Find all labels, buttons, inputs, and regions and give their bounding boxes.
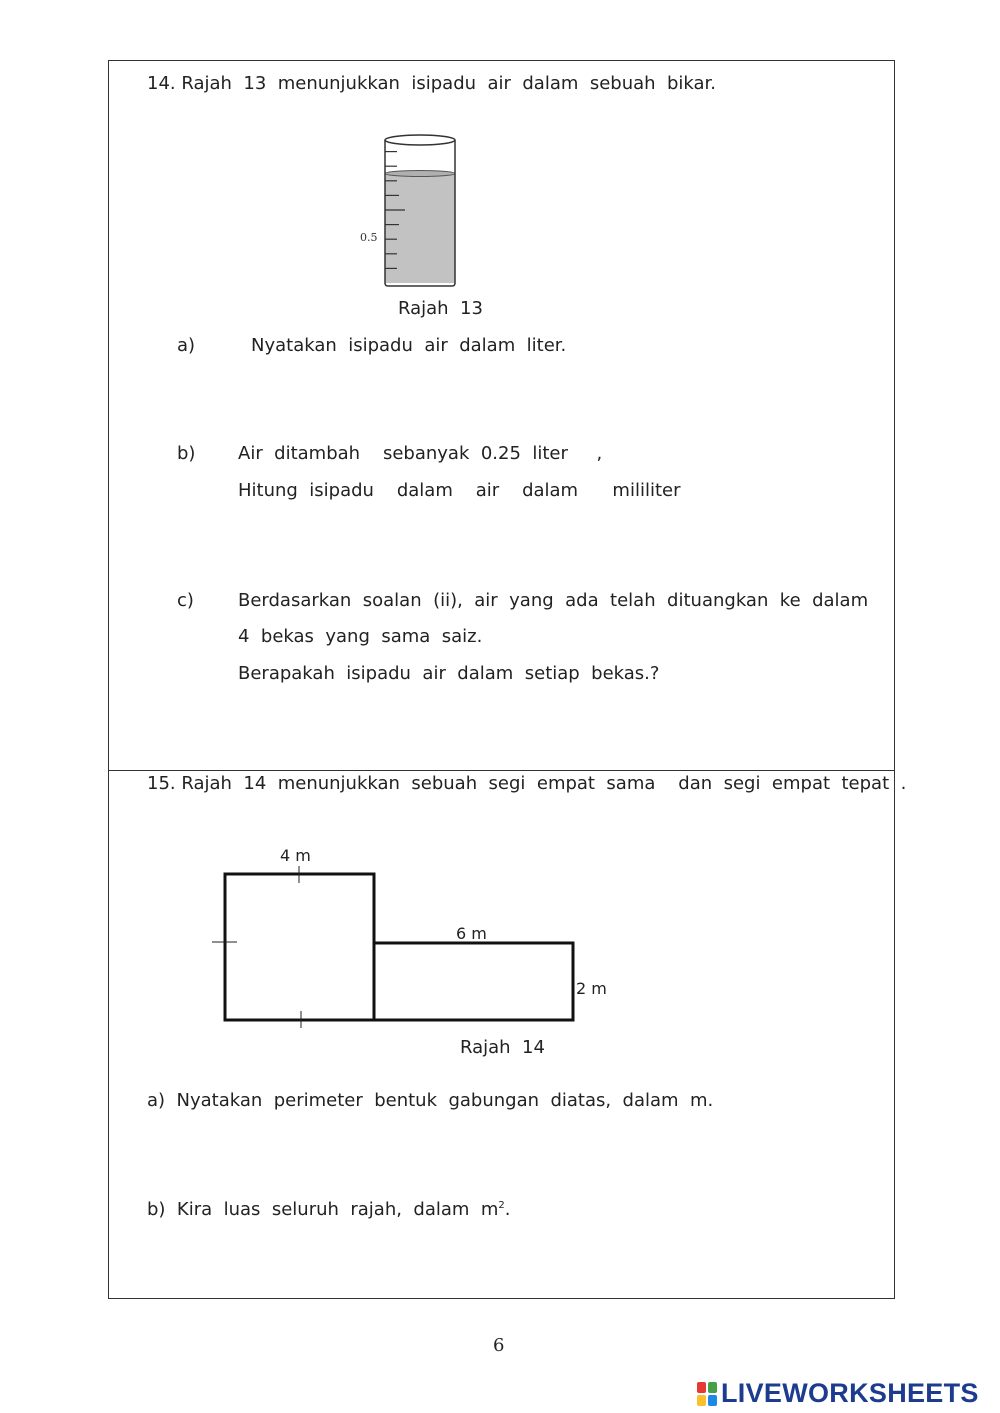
q15a-text: a) Nyatakan perimeter bentuk gabungan diatas, dalam m.	[147, 1090, 714, 1111]
scale-label-0-5: 0.5	[360, 231, 378, 244]
composite-shape-diagram	[200, 840, 620, 1040]
square	[225, 874, 374, 1020]
q15-title: 15. Rajah 14 menunjukkan sebuah segi empat sama dan segi empat tepat .	[147, 773, 907, 794]
q15b-main: b) Kira luas seluruh rajah, dalam m	[147, 1199, 499, 1220]
water-surface	[385, 171, 455, 177]
q15b-text	[147, 1195, 511, 1221]
q14a-text: Nyatakan isipadu air dalam liter.	[251, 335, 567, 356]
page-number: 6	[493, 1335, 505, 1356]
beaker-rim	[385, 135, 455, 145]
beaker-diagram	[355, 125, 485, 295]
figure-caption-13: Rajah 13	[398, 298, 483, 319]
q14b-line2: Hitung isipadu dalam air dalam mililiter	[238, 480, 681, 501]
q14c-line3: Berapakah isipadu air dalam setiap bekas.?	[238, 663, 660, 684]
liveworksheets-logo	[697, 1378, 979, 1409]
q14-title: 14. Rajah 13 menunjukkan isipadu air dalam sebuah bikar.	[147, 73, 717, 94]
q14b-label: b)	[177, 443, 196, 464]
q14a-label: a)	[177, 335, 196, 356]
section-divider	[108, 770, 894, 771]
dim-rect-height-label: 2 m	[576, 979, 607, 998]
q14b-line1: Air ditambah sebanyak 0.25 liter ,	[238, 443, 603, 464]
dim-rect-length-label: 6 m	[456, 924, 487, 943]
logo-text: LIVEWORKSHEETS	[721, 1378, 979, 1408]
beaker-water	[385, 174, 455, 284]
q15b-superscript: 2	[498, 1200, 505, 1211]
logo-mark-icon	[697, 1382, 717, 1406]
q14c-label: c)	[177, 590, 194, 611]
q14c-line1: Berdasarkan soalan (ii), air yang ada telah dituangkan ke dalam	[238, 590, 869, 611]
q15b-end: .	[504, 1199, 511, 1220]
q14c-line2: 4 bekas yang sama saiz.	[238, 626, 483, 647]
rectangle	[374, 943, 573, 1020]
figure-caption-14: Rajah 14	[460, 1037, 545, 1058]
dim-square-label: 4 m	[280, 846, 311, 865]
beaker-base	[385, 283, 455, 286]
